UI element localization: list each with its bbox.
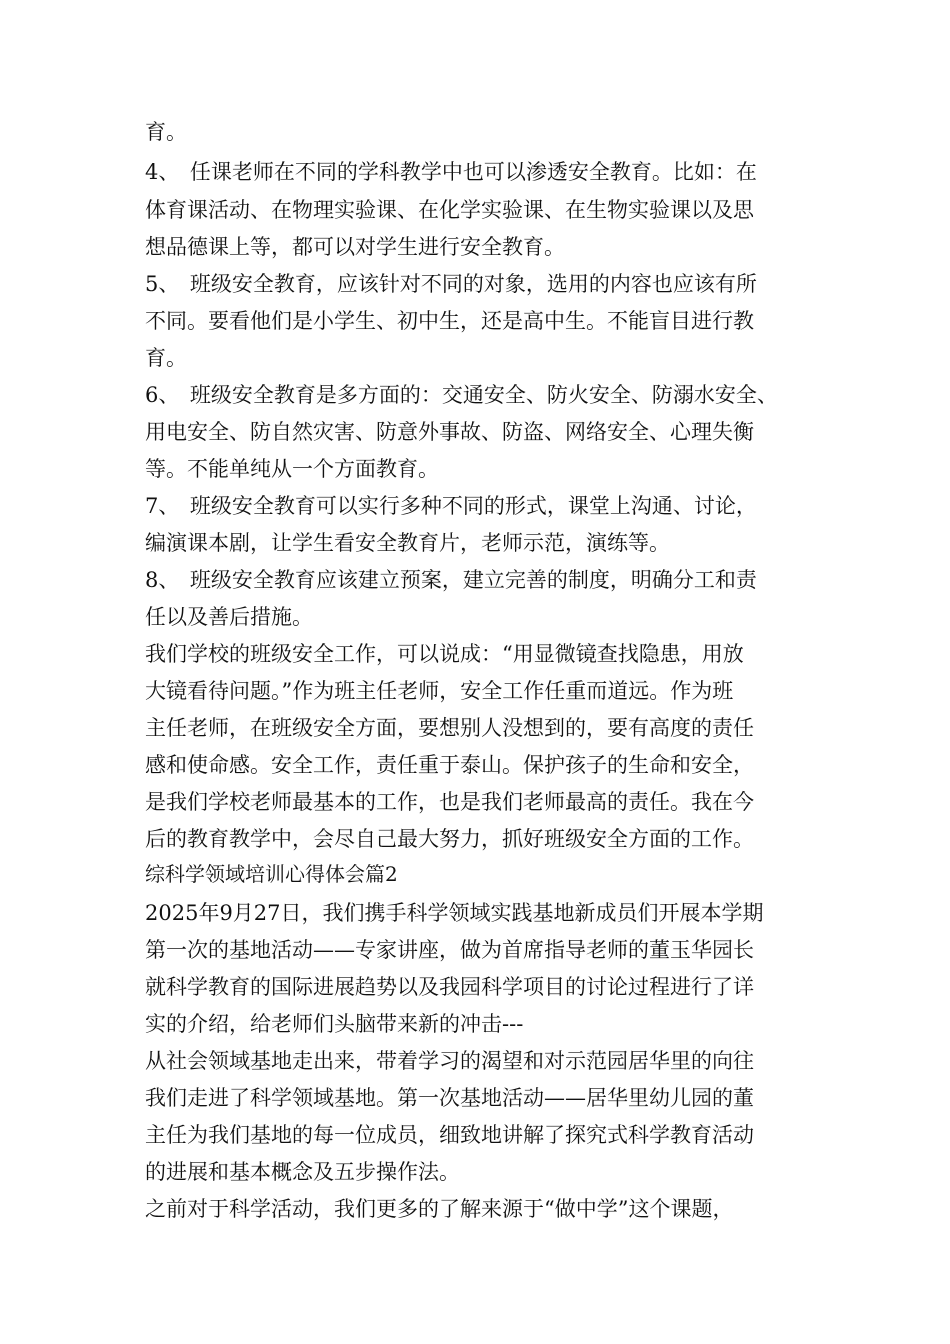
text-line: 育。 [145,120,187,144]
text-line: 5、 班级安全教育，应该针对不同的对象，选用的内容也应该有所 [145,272,757,296]
text-line: 感和使命感。安全工作，责任重于泰山。保护孩子的生命和安全， [145,753,754,777]
text-line: 从社会领域基地走出来，带着学习的渴望和对示范园居华里的向往 [145,1049,754,1073]
text-line: 的进展和基本概念及五步操作法。 [145,1160,460,1184]
text-line: 等。不能单纯从一个方面教育。 [145,457,439,481]
text-line: 编演课本剧，让学生看安全教育片，老师示范，演练等。 [145,531,670,555]
text-line: 6、 班级安全教育是多方面的：交通安全、防火安全、防溺水安全、 [145,383,778,407]
text-line: 大镜看待问题。”作为班主任老师，安全工作任重而道远。作为班 [145,679,734,703]
text-line: 后的教育教学中，会尽自己最大努力，抓好班级安全方面的工作。 [145,827,754,851]
text-line: 想品德课上等，都可以对学生进行安全教育。 [145,235,565,259]
text-line: 8、 班级安全教育应该建立预案，建立完善的制度，明确分工和责 [145,568,757,592]
text-line: 实的介绍，给老师们头脑带来新的冲击--- [145,1012,524,1036]
section-heading: 综科学领域培训心得体会篇2 [145,862,398,886]
text-line: 任以及善后措施。 [145,605,313,629]
text-line: 2025年9月27日，我们携手科学领域实践基地新成员们开展本学期 [145,901,764,925]
text-line: 7、 班级安全教育可以实行多种不同的形式，课堂上沟通、讨论， [145,494,757,518]
text-line: 主任为我们基地的每一位成员，细致地讲解了探究式科学教育活动 [145,1123,754,1147]
text-line: 我们学校的班级安全工作，可以说成：“用显微镜查找隐患，用放 [145,642,744,666]
text-line: 育。 [145,346,187,370]
text-line: 用电安全、防自然灾害、防意外事故、防盗、网络安全、心理失衡 [145,420,754,444]
text-line: 不同。要看他们是小学生、初中生，还是高中生。不能盲目进行教 [145,309,754,333]
text-line: 第一次的基地活动——专家讲座，做为首席指导老师的董玉华园长 [145,938,754,962]
text-line: 我们走进了科学领域基地。第一次基地活动——居华里幼儿园的董 [145,1086,754,1110]
text-line: 是我们学校老师最基本的工作，也是我们老师最高的责任。我在今 [145,790,754,814]
text-line: 主任老师，在班级安全方面，要想别人没想到的，要有高度的责任 [145,716,754,740]
text-line: 就科学教育的国际进展趋势以及我园科学项目的讨论过程进行了详 [145,975,754,999]
text-line: 4、 任课老师在不同的学科教学中也可以渗透安全教育。比如：在 [145,160,757,184]
text-line: 体育课活动、在物理实验课、在化学实验课、在生物实验课以及思 [145,198,754,222]
text-line: 之前对于科学活动，我们更多的了解来源于“做中学”这个课题， [145,1197,734,1221]
